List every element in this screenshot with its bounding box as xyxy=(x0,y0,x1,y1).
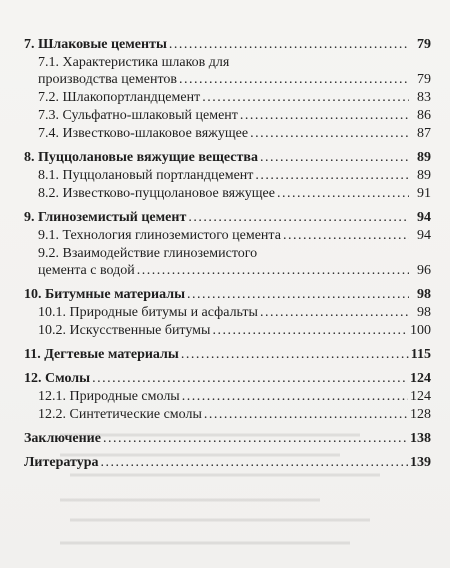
toc-section-10-1[interactable] xyxy=(24,304,431,321)
page-number: 139 xyxy=(410,455,431,470)
chapter-title: 9. Глиноземистый цемент xyxy=(24,210,187,225)
dot-leader xyxy=(255,167,409,184)
dot-leader xyxy=(240,107,409,124)
chapter-title: Литература xyxy=(24,455,99,470)
page-number: 98 xyxy=(417,305,431,320)
toc-section-8-1[interactable] xyxy=(24,167,431,184)
dot-leader xyxy=(187,286,409,303)
dot-leader xyxy=(204,406,408,423)
toc-literature[interactable] xyxy=(24,454,431,471)
page-number: 91 xyxy=(417,186,431,201)
page-number: 115 xyxy=(410,347,431,362)
dot-leader xyxy=(179,71,409,88)
page-number: 124 xyxy=(410,389,431,404)
page-number: 86 xyxy=(417,108,431,123)
dot-leader xyxy=(188,209,409,226)
dot-leader xyxy=(277,185,409,202)
section-title: 10.2. Искусственные битумы xyxy=(38,323,211,338)
page-number: 94 xyxy=(417,228,431,243)
page-number: 87 xyxy=(417,126,431,141)
toc-chapter-10[interactable] xyxy=(24,286,431,303)
page-number: 79 xyxy=(417,72,431,87)
section-title: 12.2. Синтетические смолы xyxy=(38,407,202,422)
toc-section-9-2[interactable] xyxy=(24,245,431,279)
toc-chapter-7[interactable] xyxy=(24,36,431,53)
dot-leader xyxy=(250,125,409,142)
section-title: 7.2. Шлакопортландцемент xyxy=(38,90,201,105)
dot-leader xyxy=(202,89,409,106)
page-number: 124 xyxy=(410,371,431,386)
section-title: 7.3. Сульфатно-шлаковый цемент xyxy=(38,108,238,123)
chapter-title: 11. Дегтевые материалы xyxy=(24,347,179,362)
toc-section-7-4[interactable] xyxy=(24,125,431,142)
page-number: 79 xyxy=(417,37,431,52)
page-number: 89 xyxy=(417,168,431,183)
toc-section-7-2[interactable] xyxy=(24,89,431,106)
toc-section-12-1[interactable] xyxy=(24,388,431,405)
page-number: 138 xyxy=(410,431,431,446)
section-title-line1: 9.2. Взаимодействие глиноземистого xyxy=(38,246,258,261)
dot-leader xyxy=(212,322,408,339)
dot-leader xyxy=(169,36,409,53)
section-title: 9.1. Технология глиноземистого цемента xyxy=(38,228,281,243)
toc-chapter-9[interactable] xyxy=(24,209,431,226)
dot-leader xyxy=(283,227,409,244)
dot-leader xyxy=(260,304,409,321)
chapter-title: 7. Шлаковые цементы xyxy=(24,37,167,52)
toc-section-7-1[interactable] xyxy=(24,54,431,88)
page-number: 98 xyxy=(417,287,431,302)
section-title: 8.2. Известково-пуццолановое вяжущее xyxy=(38,186,275,201)
page-number: 128 xyxy=(410,407,431,422)
page-number: 96 xyxy=(417,263,431,278)
toc-section-8-2[interactable] xyxy=(24,185,431,202)
dot-leader xyxy=(182,388,408,405)
section-title-line1: 7.1. Характеристика шлаков для xyxy=(38,55,230,70)
section-title: 8.1. Пуццолановый портландцемент xyxy=(38,168,254,183)
page-number: 94 xyxy=(417,210,431,225)
page-number: 83 xyxy=(417,90,431,105)
dot-leader xyxy=(92,370,408,387)
dot-leader xyxy=(137,262,409,279)
chapter-title: 8. Пуццолановые вяжущие вещества xyxy=(24,150,258,165)
section-title: цемента с водой xyxy=(38,263,135,278)
section-title: 10.1. Природные битумы и асфальты xyxy=(38,305,258,320)
page-number: 100 xyxy=(410,323,431,338)
toc-section-10-2[interactable] xyxy=(24,322,431,339)
dot-leader xyxy=(101,454,409,471)
chapter-title: 12. Смолы xyxy=(24,371,91,386)
toc-section-7-3[interactable] xyxy=(24,107,431,124)
chapter-title: 10. Битумные материалы xyxy=(24,287,186,302)
toc-section-9-1[interactable] xyxy=(24,227,431,244)
dot-leader xyxy=(260,149,409,166)
table-of-contents xyxy=(24,36,431,471)
toc-section-12-2[interactable] xyxy=(24,406,431,423)
toc-chapter-8[interactable] xyxy=(24,149,431,166)
section-title: 7.4. Известково-шлаковое вяжущее xyxy=(38,126,249,141)
dot-leader xyxy=(181,346,409,363)
chapter-title: Заключение xyxy=(24,431,101,446)
toc-conclusion[interactable] xyxy=(24,430,431,447)
toc-chapter-12[interactable] xyxy=(24,370,431,387)
section-title: 12.1. Природные смолы xyxy=(38,389,180,404)
section-title: производства цементов xyxy=(38,72,178,87)
dot-leader xyxy=(103,430,408,447)
page-number: 89 xyxy=(417,150,431,165)
toc-chapter-11[interactable] xyxy=(24,346,431,363)
